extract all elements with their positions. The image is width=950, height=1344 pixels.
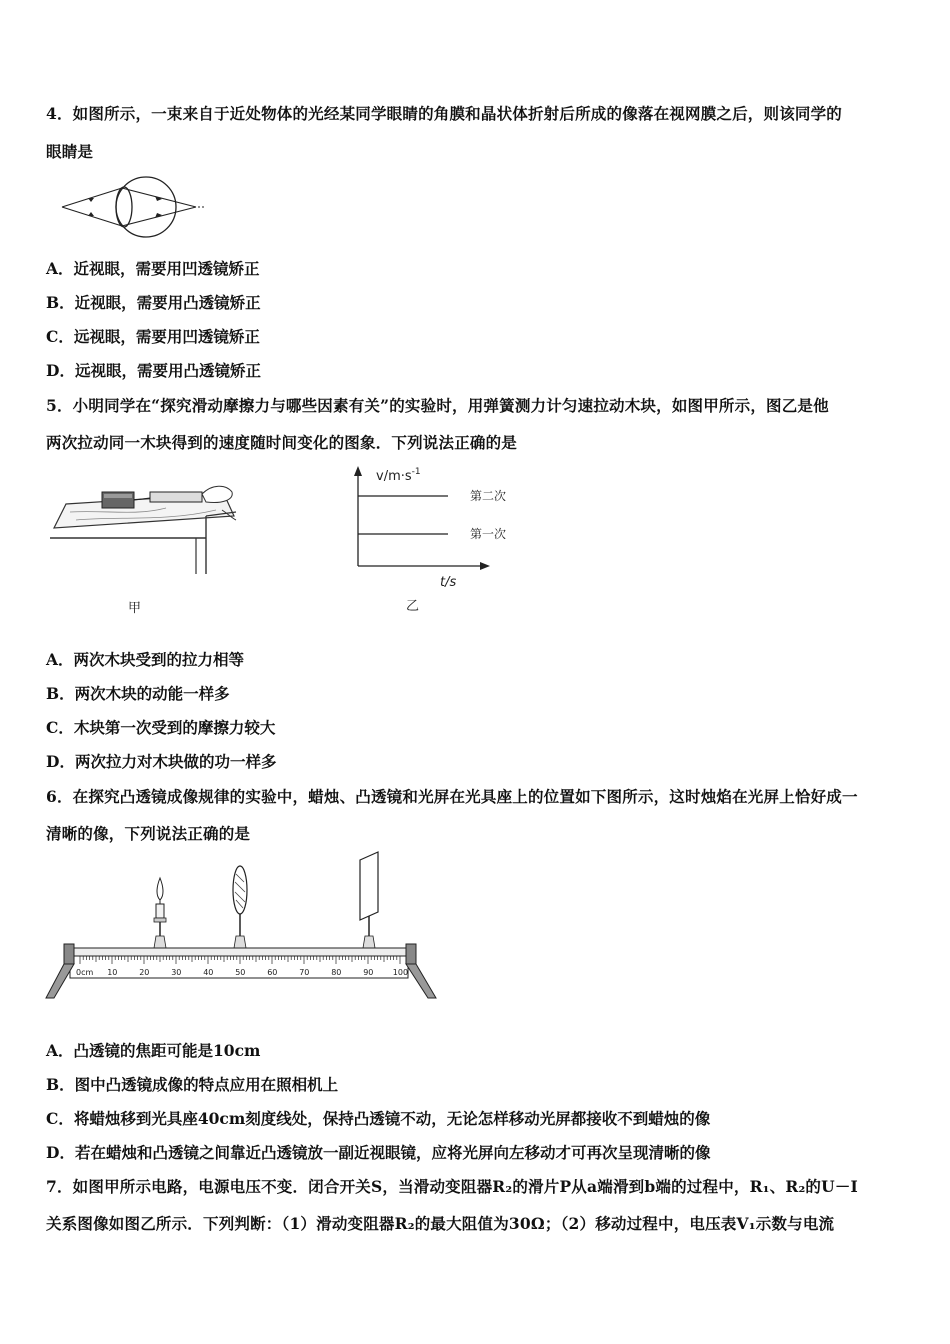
q7-stem-line2: 关系图像如图乙所示．下列判断：（1）滑动变阻器R₂的最大阻值为30Ω；（2）移动过程中，电压表V₁示数与电流: [46, 1214, 835, 1233]
q6-option-c: C．将蜡烛移到光具座40cm刻度线处，保持凸透镜不动，无论怎样移动光屏都接收不到蜡烛的像: [46, 1109, 711, 1128]
q5-option-a: A．两次木块受到的拉力相等: [46, 650, 245, 669]
q6-stem-line1: 6．在探究凸透镜成像规律的实验中，蜡烛、凸透镜和光屏在光具座上的位置如下图所示，这时烛焰在光屏上恰好成一: [46, 787, 858, 806]
q7-stem-line1: 7．如图甲所示电路，电源电压不变．闭合开关S，当滑动变阻器R₂的滑片P从a端滑到b端的过程中，R₁、R₂的U－I: [46, 1177, 858, 1196]
q6-stem-line2: 清晰的像，下列说法正确的是: [46, 824, 251, 843]
q4-option-a: A．近视眼，需要用凹透镜矫正: [46, 259, 260, 278]
q4-stem-line2: 眼睛是: [46, 142, 94, 161]
series-second-label: 第二次: [470, 489, 507, 503]
q5-option-c: C．木块第一次受到的摩擦力较大: [46, 718, 276, 737]
q4-option-b: B．近视眼，需要用凸透镜矫正: [46, 293, 261, 312]
ruler-tick-label: 40: [203, 968, 214, 977]
q4-stem-line1: 4．如图所示，一束来自于近处物体的光经某同学眼睛的角膜和晶状体折射后所成的像落在视网膜之后，则该同学的: [46, 104, 842, 123]
graph-y-label: $v/m\cdot s^{-1}$: [376, 467, 421, 484]
ruler-tick-label: 20: [139, 968, 150, 977]
ruler-tick-label: 30: [171, 968, 182, 977]
graph-x-label: t/s: [440, 575, 457, 590]
friction-experiment-figure: [46, 474, 256, 618]
ruler-tick-label: 70: [299, 968, 310, 977]
ruler-tick-label: 50: [235, 968, 246, 977]
fig-yi-label: 乙: [406, 599, 420, 614]
ruler-tick-label: 80: [331, 968, 342, 977]
q5-option-d: D．两次拉力对木块做的功一样多: [46, 752, 277, 771]
ruler-tick-label: 60: [267, 968, 278, 977]
q6-option-b: B．图中凸透镜成像的特点应用在照相机上: [46, 1075, 339, 1094]
series-first-label: 第一次: [470, 527, 507, 541]
ruler-unit-label: 0cm: [76, 968, 94, 977]
q5-stem-line1: 5．小明同学在“探究滑动摩擦力与哪些因素有关”的实验时，用弹簧测力计匀速拉动木块，如图甲所示，图乙是他: [46, 396, 829, 415]
velocity-time-graph: [336, 462, 536, 618]
q5-option-b: B．两次木块的动能一样多: [46, 684, 230, 703]
q4-option-c: C．远视眼，需要用凹透镜矫正: [46, 327, 260, 346]
ruler-tick-label: 10: [107, 968, 118, 977]
fig-jia-label: 甲: [128, 601, 142, 616]
eye-diagram: [58, 174, 218, 240]
q6-option-a: A．凸透镜的焦距可能是10cm: [46, 1041, 261, 1060]
q5-stem-line2: 两次拉动同一木块得到的速度随时间变化的图象．下列说法正确的是: [46, 433, 518, 452]
q4-option-d: D．远视眼，需要用凸透镜矫正: [46, 361, 261, 380]
q6-option-d: D．若在蜡烛和凸透镜之间靠近凸透镜放一副近视眼镜，应将光屏向左移动才可再次呈现清晰的像: [46, 1143, 711, 1162]
optical-bench-figure: [44, 848, 440, 1004]
ruler-tick-label: 100: [392, 968, 409, 977]
ruler-tick-label: 90: [363, 968, 374, 977]
